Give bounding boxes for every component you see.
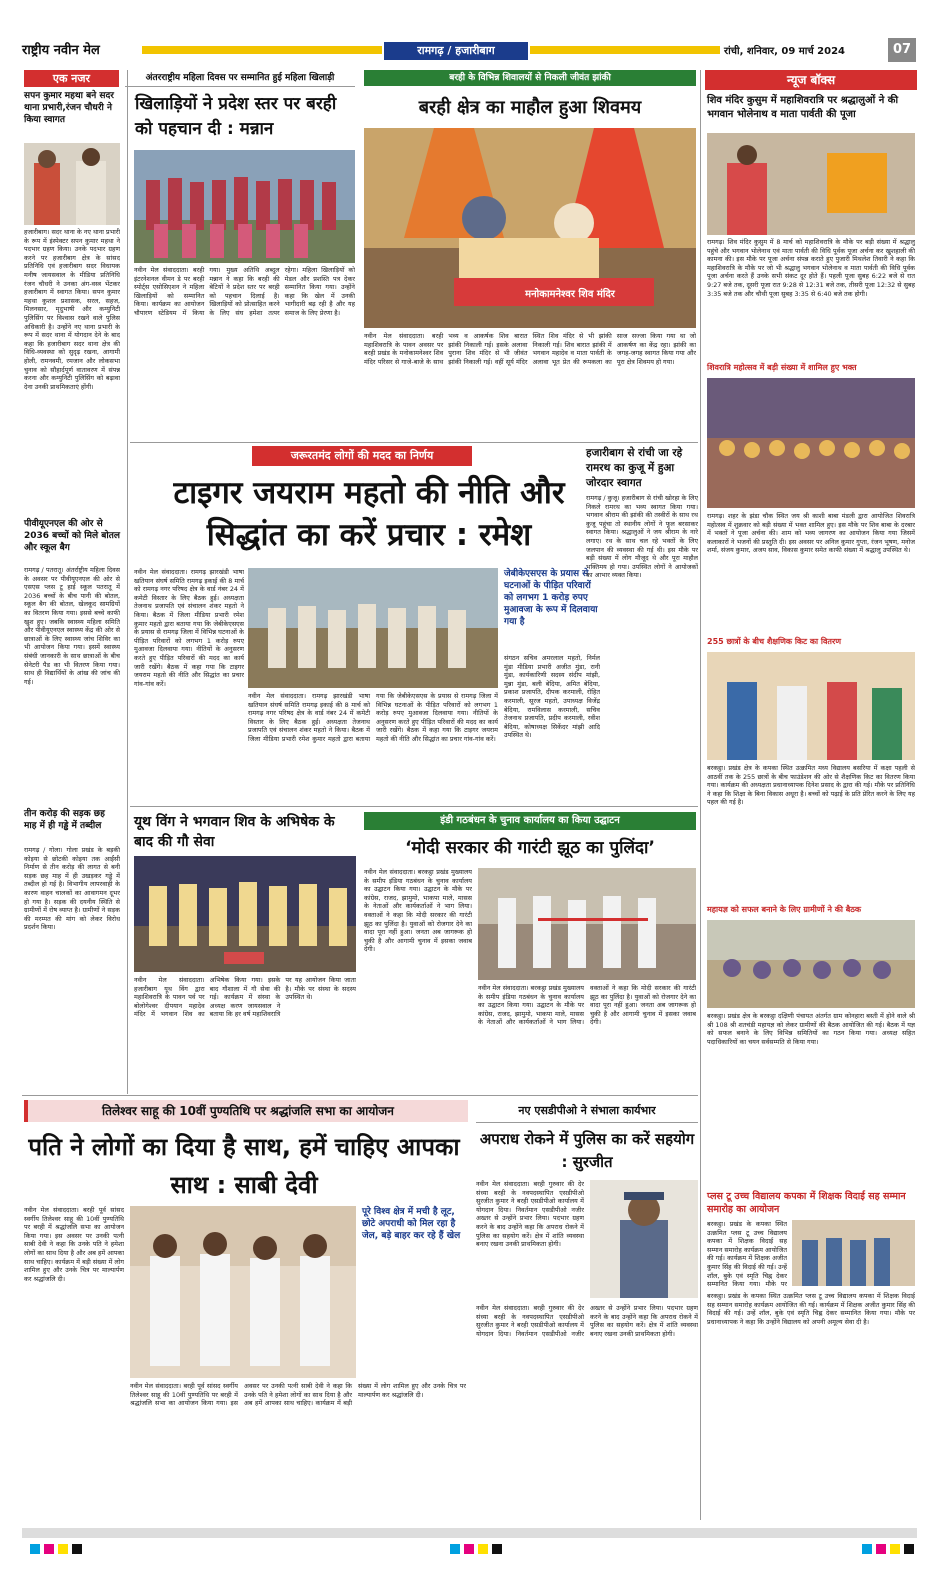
color-mark-black-3: [904, 1544, 914, 1554]
kit-body: बरकट्ठा। प्रखंड क्षेत्र के कपका स्थित उत्क्रमित मध्य विद्यालय बसरिया में कक्षा पहली से आठवीं तक के 255 छात्रों के बीच फाउंडेशन की ओर से शैक्षणिक किट का वितरण किया गया। कार्यक्रम की अध्यक्षता प्रधानाध्यापक दिनेश प्रसाद के द्वारा की गई। मौके पर प्रतिनिधि ने कहा कि शिक्षा के बिना विकास अधूरा है। बच्चों को पढ़ाई के प्रति प्रेरित करने के लिए यह पहल की गई है।: [707, 764, 915, 807]
tileshwar-photo: [130, 1206, 356, 1378]
youth-wing-headline: यूथ विंग ने भगवान शिव के अभिषेक के बाद की गौ सेवा: [134, 814, 335, 850]
color-mark-black-2: [492, 1544, 502, 1554]
sdpo-body-2: नवीन मेल संवाददाता। बरही गुरुवार की देर संध्या बरही के नवपदस्थापित एसडीपीओ सुरजीत कुमार ने बरही एसडीपीओ कार्यालय में योगदान दिया। निवर्तमान एसडीपीओ नजीर अख्तर से उन्होंने प्रभार लिया। पदभार ग्रहण करने के बाद उन्होंने कहा कि अपराध रोकने में पुलिस का सहयोग करें। क्षेत्र में शांति व्यवस्था बनाए रखना उनकी प्राथमिकता होगी।: [476, 1304, 698, 1338]
mahotsav-photo: [707, 378, 915, 508]
news-box-label: न्यूज बॉक्स: [705, 70, 917, 90]
sdpo-photo: [590, 1180, 698, 1298]
players-headline: खिलाड़ियों ने प्रदेश स्तर पर बरही को पहचान दी : मन्नान: [135, 94, 337, 139]
jairam-body: नवीन मेल संवाददाता। रामगढ़ झारखंडी भाषा खतियान संघर्ष समिति रामगढ़ इकाई की 8 मार्च को रामगढ़ नगर परिषद क्षेत्र के वार्ड नंबर 24 में कमेटी विस्तार के लिए बैठक हुई। अध्यक्षता तेजनाथ प्रजापति एवं संचालन शंकर महतो ने किया। बैठक में जिला मीडिया प्रभारी रमेश कुमार महतो द्वारा बताया गया कि जेबीकेएसएस के प्रयास से रामगढ़ जिला में विभिन्न घटनाओं के पीड़ित परिवारों को लगभग 1 करोड़ रुपए मुआवजा दिलवाया गया। नीतियों के अनुसरण करते हुए पीड़ित परिवारों की मदद का कार्य जारी रखेंगे। बैठक में कहा गया कि टाइगर जयराम महतो की नीति और सिद्धांत का प्रचार गांव-गांव करें।: [134, 568, 244, 688]
jairam-strap: जरूरतमंद लोगों की मदद का निर्णय: [252, 446, 472, 466]
ramrath-headline: हजारीबाग से रांची जा रहे रामरथ का कुजू में हुआ जोरदार स्वागत: [586, 447, 683, 489]
sdpo-headline: अपराध रोकने में पुलिस का करें सहयोग : सुरजीत: [479, 1130, 695, 1171]
rule-v2: [700, 70, 701, 1520]
rule-v1: [127, 70, 128, 1094]
plus2-headline: प्लस टू उच्च विद्यालय कपका में शिक्षक विदाई सह सम्मान समारोह का आयोजन: [707, 1191, 906, 1215]
rule-h2: [130, 806, 698, 807]
tileshwar-pull-quote: पूरे विश्व क्षेत्र में मची है लूट, छोटे अपराधी को मिल रहा है जेल, बड़े बाहर कर रहे हैं खेल: [362, 1207, 461, 1241]
color-mark-cyan-2: [450, 1544, 460, 1554]
footer-color-marks: [30, 1544, 915, 1556]
jairam-body2: संगठन सचिव अमरलाल महतो, निर्मल मुंडा मीडिया प्रभारी अजीत मुंडा, रानी मुंडा, कार्यकारिणी सदस्य संदीप मांझी, मुन्ना मुंडा, बली बेदिया, अमित बेदिया, प्रकाश प्रजापति, दीपक करमाली, रोहित करमाली, सूरज महतो, उपाध्यक्ष विजेंद्र बेदिया, रामविलास करमाली, सचिव तेजनाथ प्रजापति, प्रदीप करमाली, रवीश बेदिया, कोषाध्यक्ष सिकेंदर मांझी आदि उपस्थित थे।: [504, 654, 600, 740]
color-mark-black: [72, 1544, 82, 1554]
india-body-2: नवीन मेल संवाददाता। बरकट्ठा प्रखंड मुख्यालय के समीप इंडिया गठबंधन के चुनाव कार्यालय का उद्घाटन किया गया। उद्घाटन के मौके पर कांग्रेस, राजद, झामुमो, भाकपा माले, मासस के नेताओं और कार्यकर्ताओं ने भाग लिया। वक्ताओं ने कहा कि मोदी सरकार की गारंटी झूठ का पुलिंदा है। युवाओं को रोजगार देने का वादा पूरा नहीं हुआ। जनता अब जागरूक हो चुकी है और आगामी चुनाव में इसका जवाब देगी।: [478, 984, 696, 1027]
header-yellow-strip-2: [530, 46, 720, 54]
masthead-logo: राष्ट्रीय नवीन मेल: [22, 43, 100, 58]
ek-nazar-label: एक नजर: [24, 70, 119, 87]
kit-photo: [707, 652, 915, 760]
india-photo: [478, 868, 696, 980]
color-mark-yellow-2: [478, 1544, 488, 1554]
plus2-photo: [792, 1220, 915, 1286]
mahotsav-body: रामगढ़। शहर के झंडा चौक स्थित जय श्री काशी बाबा मंडली द्वारा आयोजित शिवरात्रि महोत्सव में शुक्रवार को बड़ी संख्या में भक्त शामिल हुए। इस मौके पर शिव बाबा के दरबार में भक्तों ने पूजा अर्चना की। शाम को भव्य जागरण का आयोजन किया गया जिसमें कलाकारों ने भजनों की प्रस्तुति दी। इस अवसर पर अनिल कुमार गुप्ता, रंजन भूषण, मनोज शर्मा, संजय कुमार, अजय साव, विकास कुमार समेत काफी संख्या में श्रद्धालु उपस्थित थे।: [707, 512, 915, 555]
tileshwar-kicker: तिलेश्वर साहू की 10वीं पुण्यतिथि पर श्रद्धांजलि सभा का आयोजन: [24, 1100, 468, 1122]
mahashiv-headline: शिव मंदिर कुसुम में महाशिवरात्रि पर श्रद्धालुओं ने की भगवान भोलेनाथ व माता पार्वती की पूजा: [707, 95, 899, 120]
tileshwar-body: नवीन मेल संवाददाता। बरही पूर्व सांसद स्वर्गीय तिलेश्वर साहू की 10वीं पुण्यतिथि पर बरही में श्रद्धांजलि सभा का आयोजन किया गया। इस अवसर पर उनकी पत्नी साबी देवी ने कहा कि उनके पति ने हमेशा लोगों का साथ दिया है और अब हमें आपका साथ चाहिए। कार्यक्रम में बड़ी संख्या में लोग शामिल हुए और उनके चित्र पर माल्यार्पण कर श्रद्धांजलि दी।: [24, 1206, 124, 1283]
jairam-pull-quote: जेबीकेएसएस के प्रयास से घटनाओं के पीड़ित परिवारों को लगभग 1 करोड़ रुपए मुआवजा के रूप में दिलवाया गया है: [504, 569, 598, 627]
ramrath-body: रामगढ़ / कुजू। हजारीबाग से रांची खोरहा के लिए निकले रामरथ का भव्य स्वागत किया गया। भगवान श्रीराम की झांकी की तस्वीरों के साथ रथ कुजू पहुंचा तो स्थानीय लोगों ने फूल बरसाकर स्वागत किया। श्रद्धालुओं ने जय श्रीराम के नारे लगाए। रथ के साथ चल रहे भक्तों के लिए जलपान की व्यवस्था की गई थी। इस मौके पर बड़ी संख्या में लोग मौजूद थे और पूरा माहौल भक्तिमय हो गया। उपस्थित लोगों ने आयोजकों का आभार व्यक्त किया।: [586, 494, 698, 580]
india-body: नवीन मेल संवाददाता। बरकट्ठा प्रखंड मुख्यालय के समीप इंडिया गठबंधन के चुनाव कार्यालय का उद्घाटन किया गया। उद्घाटन के मौके पर कांग्रेस, राजद, झामुमो, भाकपा माले, मासस के नेताओं और कार्यकर्ताओं ने भाग लिया। वक्ताओं ने कहा कि मोदी सरकार की गारंटी झूठ का पुलिंदा है। युवाओं को रोजगार देने का वादा पूरा नहीं हुआ। जनता अब जागरूक हो चुकी है और आगामी चुनाव में इसका जवाब देगी।: [364, 868, 472, 954]
pvp-headline: पीवीयूएनएल की ओर से 2036 बच्चों को मिले बोतल और स्कूल बैग: [24, 519, 120, 553]
page-number: 07: [888, 38, 916, 62]
jairam-body-2: नवीन मेल संवाददाता। रामगढ़ झारखंडी भाषा खतियान संघर्ष समिति रामगढ़ इकाई की 8 मार्च को रामगढ़ नगर परिषद क्षेत्र के वार्ड नंबर 24 में कमेटी विस्तार के लिए बैठक हुई। अध्यक्षता तेजनाथ प्रजापति एवं संचालन शंकर महतो ने किया। बैठक में जिला मीडिया प्रभारी रमेश कुमार महतो द्वारा बताया गया कि जेबीकेएसएस के प्रयास से रामगढ़ जिला में विभिन्न घटनाओं के पीड़ित परिवारों को लगभग 1 करोड़ रुपए मुआवजा दिलवाया गया। नीतियों के अनुसरण करते हुए पीड़ित परिवारों की मदद का कार्य जारी रखेंगे। बैठक में कहा गया कि टाइगर जयराम महतो की नीति और सिद्धांत का प्रचार गांव-गांव करें।: [248, 692, 498, 743]
ek-nazar-photo: [24, 143, 120, 225]
color-mark-yellow: [58, 1544, 68, 1554]
rule-h1: [130, 442, 698, 443]
kit-headline: 255 छात्रों के बीच शैक्षणिक किट का वितरण: [707, 637, 842, 646]
jairam-photo: [248, 568, 498, 688]
color-mark-cyan: [30, 1544, 40, 1554]
sdpo-kicker: नए एसडीपीओ ने संभाला कार्यभार: [476, 1100, 698, 1123]
color-mark-cyan-3: [862, 1544, 872, 1554]
barhi-banner-text: मनोकामनेश्वर शिव मंदिर: [525, 289, 615, 300]
color-mark-magenta: [44, 1544, 54, 1554]
barhi-headline: बरही क्षेत्र का माहौल हुआ शिवमय: [418, 97, 642, 118]
ek-nazar-headline: सपन कुमार महथा बने सदर थाना प्रभारी,रंजन चौधरी ने किया स्वागत: [24, 91, 114, 125]
players-photo: [134, 150, 355, 263]
header-bar: [22, 36, 917, 66]
section-label: रामगढ़ / हजारीबाग: [384, 42, 528, 60]
players-body: नवीन मेल संवाददाता। बरही इंटरनेशनल वीमन डे पर बरही स्पोर्ट्स एसोसिएशन ने महिला खिलाड़ियों को सम्मानित किया। कार्यक्रम का आयोजन चौपारण स्टेडियम में किया गया। मुख्य अतिथि अब्दुल मन्नान ने कहा कि बरही की बेटियों ने प्रदेश स्तर पर बरही को पहचान दिलाई है। खिलाड़ियों को प्रोत्साहित करने के लिए संघ हमेशा तत्पर रहेगा। महिला खिलाड़ियों को मेडल और प्रशस्ति पत्र देकर सम्मानित किया गया। उन्होंने कहा कि खेल में उनकी भागीदारी बढ़ रही है और यह समाज के लिए प्रेरणा है।: [134, 266, 355, 317]
color-mark-magenta-3: [876, 1544, 886, 1554]
sdpo-body: नवीन मेल संवाददाता। बरही गुरुवार की देर संध्या बरही के नवपदस्थापित एसडीपीओ सुरजीत कुमार ने बरही एसडीपीओ कार्यालय में योगदान दिया। निवर्तमान एसडीपीओ नजीर अख्तर से उन्होंने प्रभार लिया। पदभार ग्रहण करने के बाद उन्होंने कहा कि अपराध रोकने में पुलिस का सहयोग करें। क्षेत्र में शांति व्यवस्था बनाए रखना उनकी प्राथमिकता होगी।: [476, 1180, 584, 1249]
youth-wing-photo: [134, 856, 356, 972]
dateline: रांची, शनिवार, 09 मार्च 2024: [724, 46, 845, 57]
india-headline: ‘मोदी सरकार की गारंटी झूठ का पुलिंदा’: [405, 838, 655, 858]
road-body: रामगढ़ / गोला। गोला प्रखंड के बड़की कोइया से छोटकी कोइया तक आर्ईसी निर्माण से तीन करोड़ की लागत से बनी सड़क छह माह में ही उखड़कर गड्ढे में तब्दील हो गई है। विभागीय लापरवाही के कारण वाहन चालकों का आवागमन दूभर हो गया है। सड़क की दयनीय स्थिति से ग्रामीणों में रोष व्याप्त है। ग्रामीणों ने सड़क की मरम्मत की मांग को लेकर विरोध प्रदर्शन किया।: [24, 846, 120, 932]
footer-bar: [22, 1528, 917, 1538]
tileshwar-body-2: नवीन मेल संवाददाता। बरही पूर्व सांसद स्वर्गीय तिलेश्वर साहू की 10वीं पुण्यतिथि पर बरही में श्रद्धांजलि सभा का आयोजन किया गया। इस अवसर पर उनकी पत्नी साबी देवी ने कहा कि उनके पति ने हमेशा लोगों का साथ दिया है और अब हमें आपका साथ चाहिए। कार्यक्रम में बड़ी संख्या में लोग शामिल हुए और उनके चित्र पर माल्यार्पण कर श्रद्धांजलि दी।: [130, 1382, 466, 1408]
mahotsav-headline: शिवरात्रि महोत्सव में बड़ी संख्या में शामिल हुए भक्त: [707, 363, 857, 372]
ek-nazar-body: हजारीबाग। सदर थाना के नए थाना प्रभारी के रूप में इंस्पेक्टर सपन कुमार महथा ने पदभार ग्रहण किया। उनके पदभार ग्रहण करने पर हजारीबाग क्षेत्र के सांसद प्रतिनिधि एवं हजारीबाग सदर विधायक मनीष जायसवाल के मीडिया प्रतिनिधि रंजन चौधरी ने उनका अंग-वस्त्र भेंटकर हजारीबाग में स्वागत किया। सपन कुमार महथा कुशल प्रशासक, सरल, सहज, मिलनसार, मृदुभाषी और कम्युनिटी पुलिसिंग पर विश्वास रखने वाले पुलिस अधिकारी है। उन्होंने नए थाना प्रभारी के रूप में सदर थाना में योगदान देने के बाद कहा कि हजारीबाग सदर थाना क्षेत्र की विधि-व्यवस्था को सुदृढ़ रखना, आगामी होली, रामनवमी, रमजान और लोकसभा चुनाव को सौहार्दपूर्ण वातावरण में संपन्न करना और कम्युनिटी पुलिसिंग को बढ़ावा देना उनकी प्राथमिकताएं होंगी।: [24, 228, 120, 391]
barhi-body: नवीन मेल संवाददाता। बरही महाशिवरात्रि के पावन अवसर पर बरही प्रखंड के मनोकामनेश्वर शिव मंदिर परिसर से गाजे-बाजे के साथ भव्य व आकर्षक शिव बारात झांकी निकाली गई। इसके अलावा पुराना शिव मंदिर से भी जीवंत झांकी निकाली गई। वहीं सूर्य मंदिर स्थित शिव मंदिर से भी झांकी निकाली गई। शिव बारात झांकी में भगवान महादेव व माता पार्वती के अलावा भूत प्रेत की रूपकला का साज सज्जा किया गया था जो आकर्षण का केंद्र रहा। झांकी का जगह-जगह स्वागत किया गया और पूरा क्षेत्र शिवमय हो गया।: [364, 332, 696, 366]
india-kicker: इंडी गठबंधन के चुनाव कार्यालय का किया उद्घाटन: [364, 812, 696, 830]
players-kicker: अंतरराष्ट्रीय महिला दिवस पर सम्मानित हुई महिला खिलाड़ी: [125, 70, 355, 87]
tileshwar-headline: पति ने लोगों का दिया है साथ, हमें चाहिए आपका साथ : साबी देवी: [28, 1133, 460, 1199]
gram-body: बरकट्ठा। प्रखंड क्षेत्र के बरकट्ठा दक्षिणी पंचायत अंतर्गत ग्राम कोनहारा बस्ती में होने वाले श्री श्री 108 श्री शतचंडी महायज्ञ को लेकर ग्रामीणों की बैठक आयोजित की गई। बैठक में यज्ञ को सफल बनाने के लिए विभिन्न समितियों का गठन किया गया। अध्यक्ष सहित पदाधिकारियों का चयन सर्वसम्मति से किया गया।: [707, 1012, 915, 1046]
mahashiv-body: रामगढ़। शिव मंदिर कुसुम में 8 मार्च को महाशिवरात्रि के मौके पर बड़ी संख्या में श्रद्धालु पहुंचे और भगवान भोलेनाथ एवं माता पार्वती की विधि पूर्वक पूजा अर्चना कर खुशहाली की कामना की। इस मौके पर पूजा अर्चना संपन्न कराते हुए पुजारी मिथलेश तिवारी ने कहा कि महाशिवरात्रि के मौके पर जो भी श्रद्धालु भगवान भोलेनाथ व माता पार्वती की विधि पूर्वक पूजा अर्चना करते हैं उनके सभी संकट दूर होते हैं। पहली पूजा सुबह 6:22 बजे से रात 9:27 बजे तक, दूसरी पूजा रात 9:28 से 12:31 बजे तक, तीसरी पूजा 12:32 से सुबह 3:35 बजे तक और चौथी पूजा सुबह 3:35 से 6:40 बजे तक होगी।: [707, 238, 915, 298]
header-yellow-strip: [142, 46, 382, 54]
plus2-body: बरकट्ठा। प्रखंड के कपका स्थित उत्क्रमित प्लस टू उच्च विद्यालय कपका में शिक्षक विदाई सह सम्मान समारोह कार्यक्रम आयोजित की गई। कार्यक्रम में शिक्षक अजीत कुमार सिंह की विदाई की गई। उन्हें शॉल, बुके एवं स्मृति चिह्न देकर सम्मानित किया गया। मौके पर: [707, 1220, 787, 1288]
youth-wing-body: नवीन मेल संवाददाता। हजारीबाग यूथ विंग द्वारा महाशिवरात्रि के पावन पर्व पर बोलोगेश्वर दीपयान महादेव मंदिर में भगवान शिव का अभिषेक किया गया। इसके बाद गौशाला में गौ सेवा की गई। कार्यक्रम में संस्था के अध्यक्ष करण जायसवाल ने बताया कि हर वर्ष महाशिवरात्रि पर यह आयोजन किया जाता है। मौके पर संस्था के सदस्य उपस्थित थे।: [134, 976, 356, 1019]
road-headline: तीन करोड़ की सड़क छह माह में ही गड्ढे में तब्दील: [24, 809, 105, 831]
mahashiv-photo: [707, 133, 915, 235]
pvp-body: रामगढ़ / पतरातू। अंतर्राष्ट्रीय महिला दिवस के अवसर पर पीवीयूएनएल की ओर से एसएस प्लस टू हाई स्कूल पतरातू में 2036 बच्चों के बीच पानी की बोतल, स्कूल बैग की बोतल, खेलकूद सामग्रियों का वितरण किया गया। इससे बच्चे काफी खुश हुए। जबकि स्वास्थ्य महिला समिति और पीवीयूएनएल स्वास्थ्य केंद्र की ओर से छात्राओं के लिए स्वास्थ्य जांच शिविर का भी आयोजन किया गया। इसमें स्वास्थ्य संबंधी जानकारी के साथ छात्राओं के बीच सेनेटरी पैड का भी वितरण किया गया। साथ ही विद्यार्थियों के आंख की जांच की गई।: [24, 566, 120, 686]
plus2-body-cont: बरकट्ठा। प्रखंड के कपका स्थित उत्क्रमित प्लस टू उच्च विद्यालय कपका में शिक्षक विदाई सह सम्मान समारोह कार्यक्रम आयोजित की गई। कार्यक्रम में शिक्षक अजीत कुमार सिंह की विदाई की गई। उन्हें शॉल, बुके एवं स्मृति चिह्न देकर सम्मानित किया गया। मौके पर प्रधानाध्यापक ने कहा कि उन्होंने विद्यालय को अपनी अमूल्य सेवा दी है।: [707, 1292, 915, 1326]
gram-headline: महायज्ञ को सफल बनाने के लिए ग्रामीणों ने की बैठक: [707, 905, 862, 914]
barhi-kicker: बरही के विभिन्न शिवालयों से निकली जीवंत झांकी: [364, 70, 696, 86]
color-mark-yellow-3: [890, 1544, 900, 1554]
rule-h3: [22, 1095, 698, 1096]
jairam-headline: टाइगर जयराम महतो की नीति और सिद्धांत का करें प्रचार : रमेश: [173, 475, 565, 553]
color-mark-magenta-2: [464, 1544, 474, 1554]
gram-photo: [707, 920, 915, 1008]
